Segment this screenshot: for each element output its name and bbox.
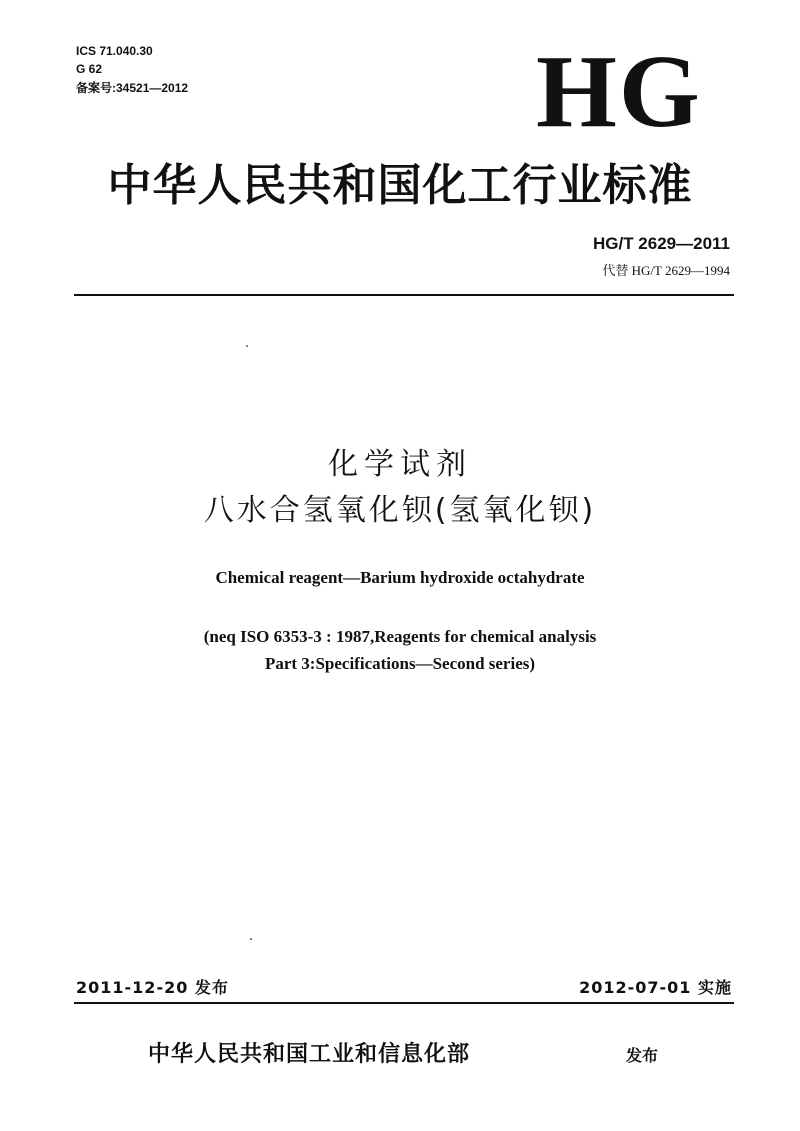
replaces-standard: 代替 HG/T 2629—1994 <box>602 263 730 278</box>
classification-code: G 62 <box>76 62 103 76</box>
issue-date: 2011-12-20 发布 <box>76 978 229 997</box>
equivalence-note-line2: Part 3:Specifications—Second series) <box>264 654 536 673</box>
equivalence-note-line1: (neq ISO 6353-3 : 1987,Reagents for chemical analysis <box>203 627 597 646</box>
scan-speck <box>250 938 252 940</box>
implementation-date: 2012-07-01 实施 <box>579 978 732 997</box>
scan-speck <box>246 345 248 347</box>
title-chinese-line1: 化学试剂 <box>328 447 472 482</box>
top-divider <box>74 294 734 296</box>
standard-number: HG/T 2629—2011 <box>592 234 730 253</box>
ics-code: ICS 71.040.30 <box>76 44 153 58</box>
hg-logo: HG <box>536 34 702 149</box>
title-english: Chemical reagent—Barium hydroxide octahydrate <box>215 568 585 587</box>
bottom-divider <box>74 1002 734 1004</box>
title-chinese-line2: 八水合氢氧化钡(氢氧化钡) <box>203 493 597 528</box>
record-number: 备案号:34521—2012 <box>76 81 189 95</box>
issuing-verb: 发布 <box>626 1046 659 1065</box>
issuing-authority: 中华人民共和国工业和信息化部 <box>148 1042 471 1067</box>
standard-category-title: 中华人民共和国化工行业标准 <box>107 160 693 211</box>
